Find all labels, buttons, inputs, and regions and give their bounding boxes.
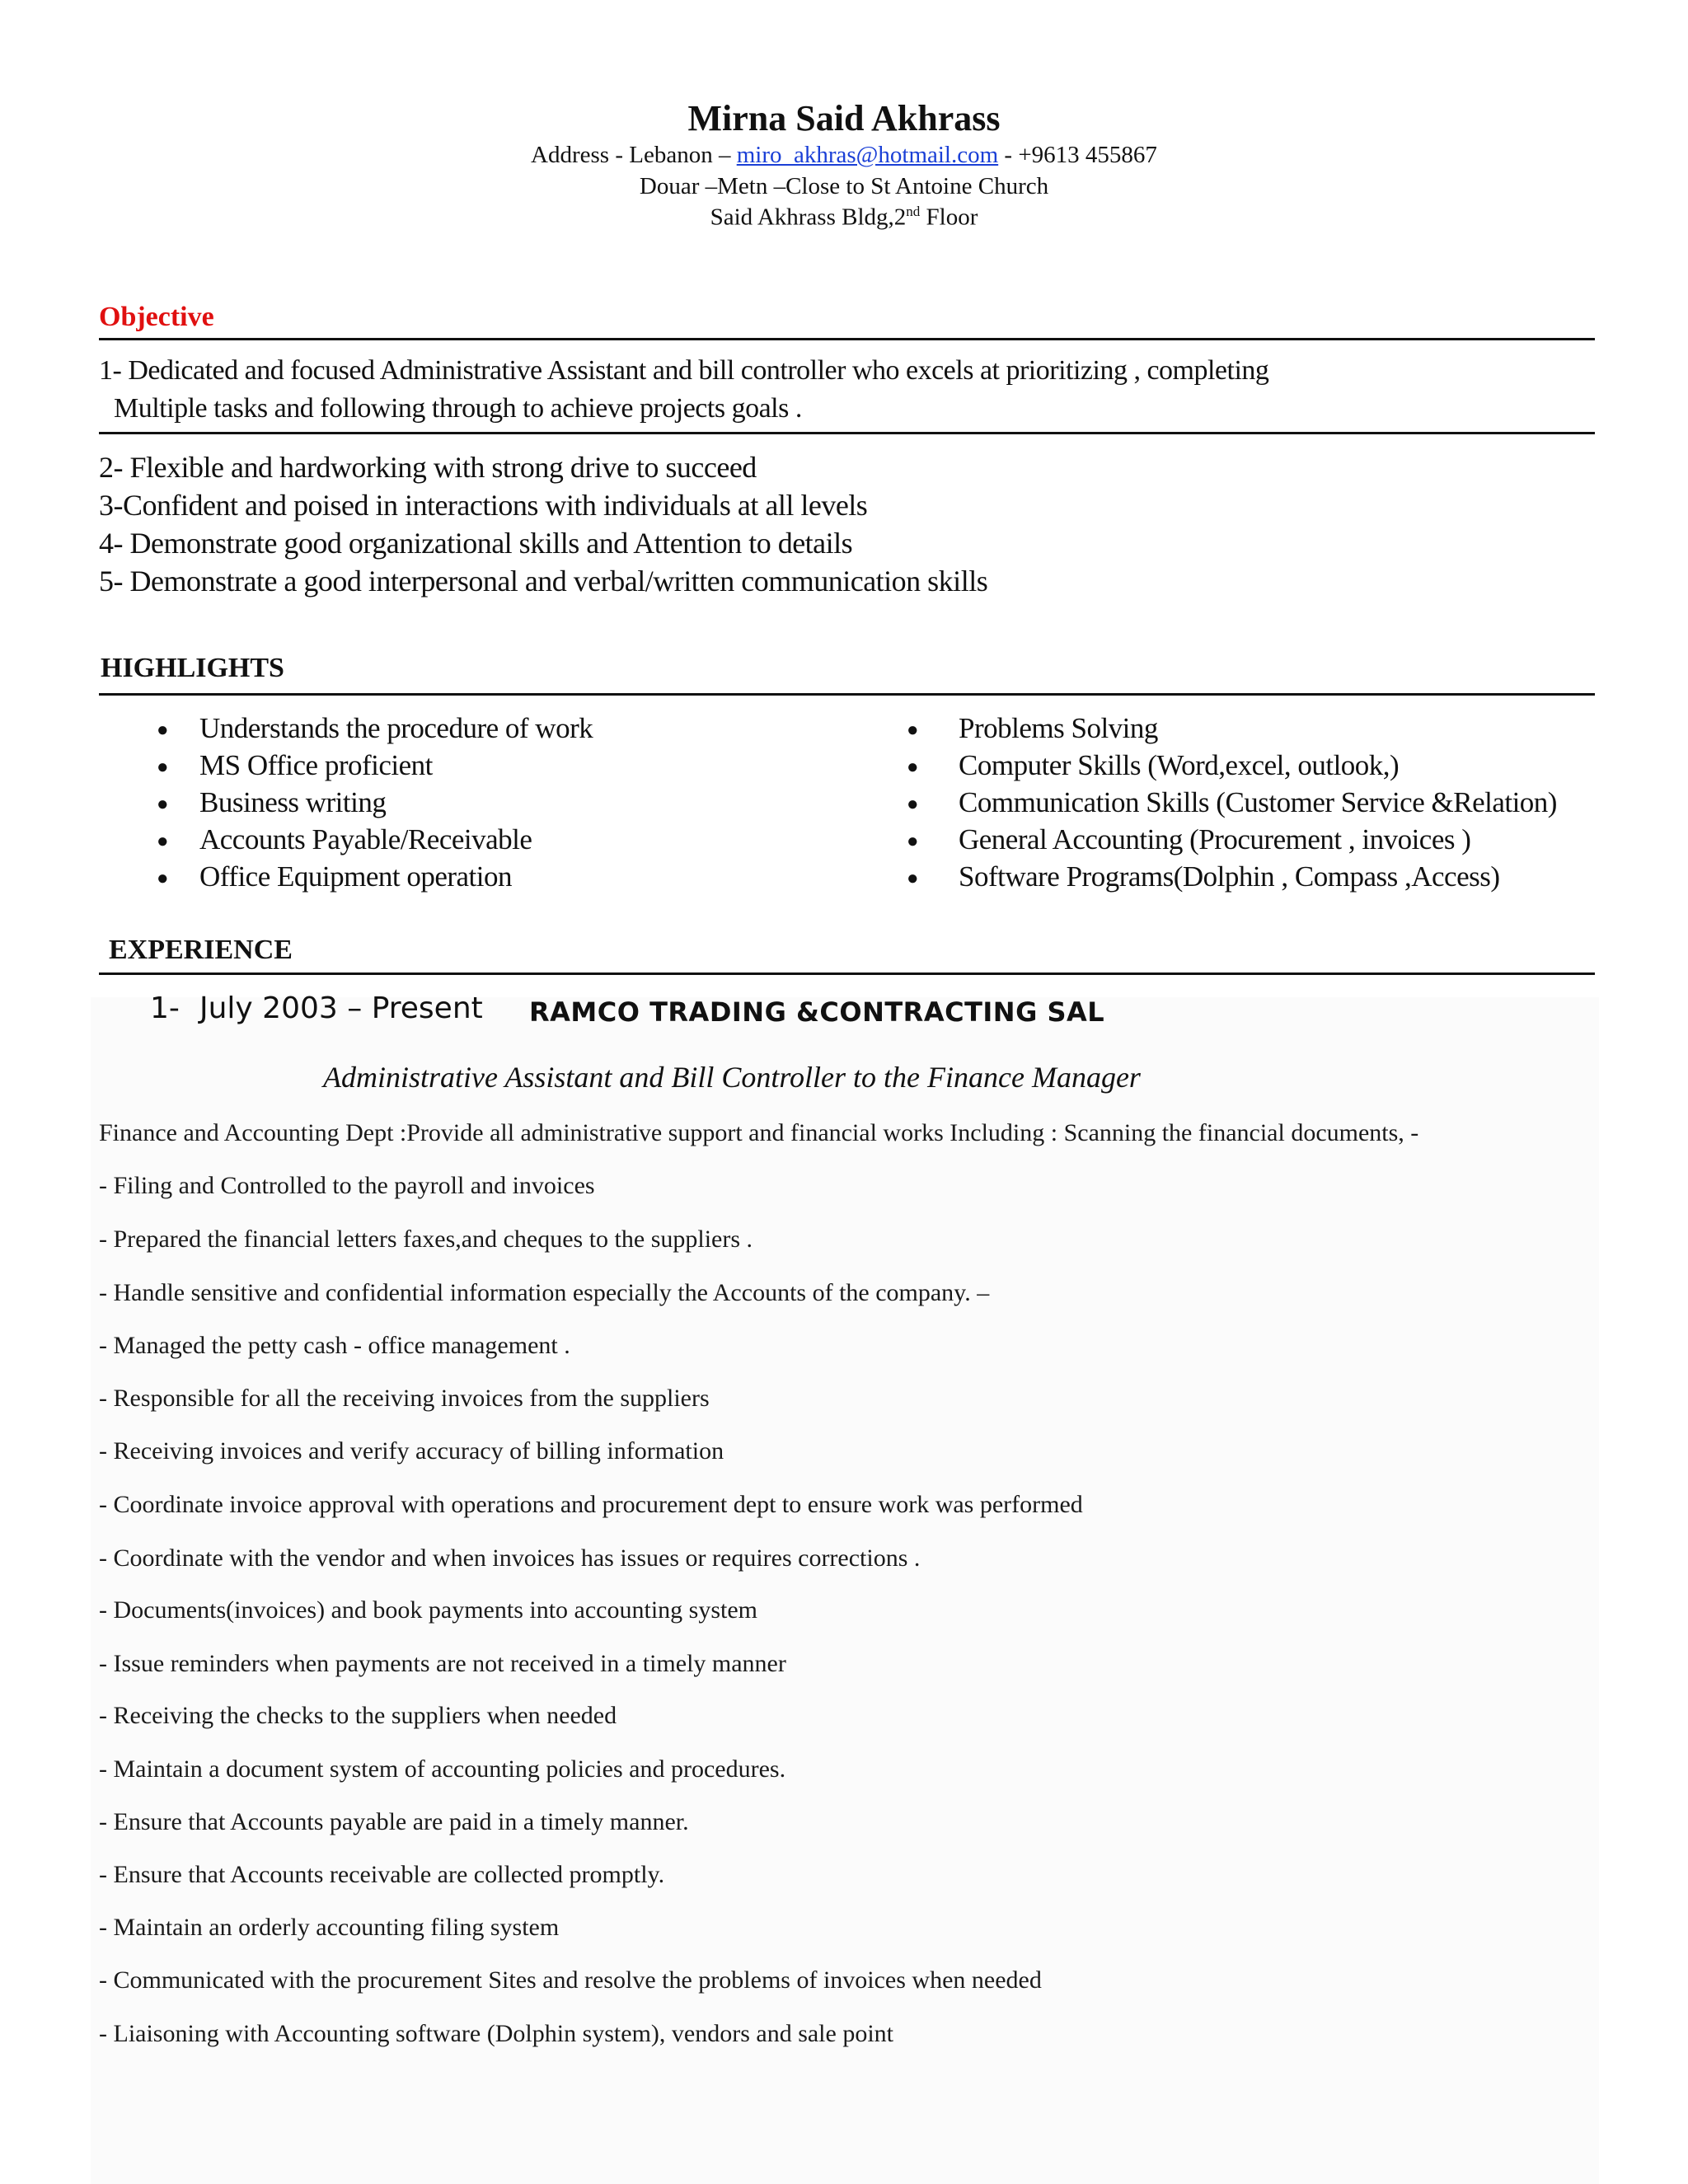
address-line-3-sup: nd: [906, 204, 921, 219]
phone: - +9613 455867: [998, 142, 1157, 168]
highlight-item: MS Office proficient: [199, 749, 433, 781]
bullet-icon: ●: [157, 719, 169, 741]
address-line-2: Douar –Metn –Close to St Antoine Church: [639, 173, 1049, 199]
duty-item: - Receiving invoices and verify accuracy of billing information: [99, 1437, 724, 1465]
highlights-title: HIGHLIGHTS: [101, 653, 284, 683]
duty-item: - Receiving the checks to the suppliers when needed: [99, 1702, 617, 1729]
job-number: 1-: [150, 991, 180, 1025]
objective-rule: [99, 338, 1595, 340]
objective-item: 5- Demonstrate a good interpersonal and verbal/written communication skills: [99, 565, 988, 598]
bullet-icon: ●: [907, 757, 919, 778]
objective-item: 3-Confident and poised in interactions with individuals at all levels: [99, 489, 868, 522]
duty-item: - Responsible for all the receiving invoices from the suppliers: [99, 1385, 710, 1412]
duty-item: - Communicated with the procurement Sites and resolve the problems of invoices when needed: [99, 1966, 1042, 1994]
address-line-1: [0, 142, 1688, 169]
address-line-3: [0, 204, 1688, 232]
bullet-icon: ●: [157, 757, 169, 778]
bullet-icon: ●: [157, 868, 169, 889]
objective-title: Objective: [99, 302, 214, 332]
duty-item: - Filing and Controlled to the payroll and invoices: [99, 1172, 595, 1199]
duty-item: - Handle sensitive and confidential information especially the Accounts of the company. –: [99, 1279, 990, 1306]
objective-item-rule: [99, 432, 1595, 434]
highlight-item: Problems Solving: [959, 712, 1158, 744]
email-link[interactable]: miro_akhras@hotmail.com: [736, 142, 999, 168]
address-prefix: Address - Lebanon –: [531, 142, 737, 168]
job-role: Administrative Assistant and Bill Controller to the Finance Manager: [323, 1061, 1141, 1094]
company-name: RAMCO TRADING &CONTRACTING SAL: [529, 996, 1105, 1028]
objective-item-1-line-1: 1- Dedicated and focused Administrative Assistant and bill controller who excels at prioritizing , completing: [99, 355, 1269, 386]
bullet-icon: ●: [907, 868, 919, 889]
address-line-3-text: Said Akhrass Bldg,2: [710, 204, 907, 231]
duty-item: - Prepared the financial letters faxes,and cheques to the suppliers .: [99, 1226, 753, 1253]
objective-item-1-line-2: Multiple tasks and following through to achieve projects goals .: [114, 393, 802, 424]
experience-title: EXPERIENCE: [109, 935, 293, 965]
duty-item: - Issue reminders when payments are not received in a timely manner: [99, 1650, 786, 1677]
highlight-item: Business writing: [199, 786, 387, 818]
address-line-3-floor: Floor: [920, 204, 978, 231]
candidate-name: Mirna Said Akhrass: [687, 98, 1001, 138]
duty-item: Finance and Accounting Dept :Provide all administrative support and financial works Including : Scanning the financial documents, -: [99, 1119, 1419, 1146]
duty-item: - Maintain an orderly accounting filing system: [99, 1914, 560, 1941]
bullet-icon: ●: [907, 794, 919, 815]
bullet-icon: ●: [157, 831, 169, 852]
highlight-item: Software Programs(Dolphin , Compass ,Access): [959, 860, 1500, 893]
highlight-item: General Accounting (Procurement , invoices ): [959, 823, 1471, 855]
objective-item: 4- Demonstrate good organizational skills and Attention to details: [99, 527, 853, 560]
duty-item: - Coordinate invoice approval with operations and procurement dept to ensure work was performed: [99, 1491, 1083, 1518]
job-period: July 2003 – Present: [199, 991, 483, 1025]
highlights-rule: [99, 693, 1595, 696]
highlight-item: Understands the procedure of work: [199, 712, 593, 744]
duty-item: - Maintain a document system of accounting policies and procedures.: [99, 1755, 786, 1783]
duty-item: - Managed the petty cash - office management .: [99, 1332, 570, 1359]
bullet-icon: ●: [907, 831, 919, 852]
highlight-item: Computer Skills (Word,excel, outlook,): [959, 749, 1400, 781]
duty-item: - Ensure that Accounts payable are paid in a timely manner.: [99, 1808, 689, 1835]
duty-item: - Documents(invoices) and book payments into accounting system: [99, 1596, 757, 1624]
highlight-item: Accounts Payable/Receivable: [199, 823, 532, 855]
duty-item: - Ensure that Accounts receivable are collected promptly.: [99, 1861, 665, 1888]
experience-rule: [99, 972, 1595, 975]
highlight-item: Office Equipment operation: [199, 860, 513, 893]
objective-item: 2- Flexible and hardworking with strong drive to succeed: [99, 451, 757, 484]
bullet-icon: ●: [907, 719, 919, 741]
highlight-item: Communication Skills (Customer Service &Relation): [959, 786, 1557, 818]
duty-item: - Liaisoning with Accounting software (Dolphin system), vendors and sale point: [99, 2020, 893, 2047]
duty-item: - Coordinate with the vendor and when invoices has issues or requires corrections .: [99, 1544, 921, 1572]
bullet-icon: ●: [157, 794, 169, 815]
